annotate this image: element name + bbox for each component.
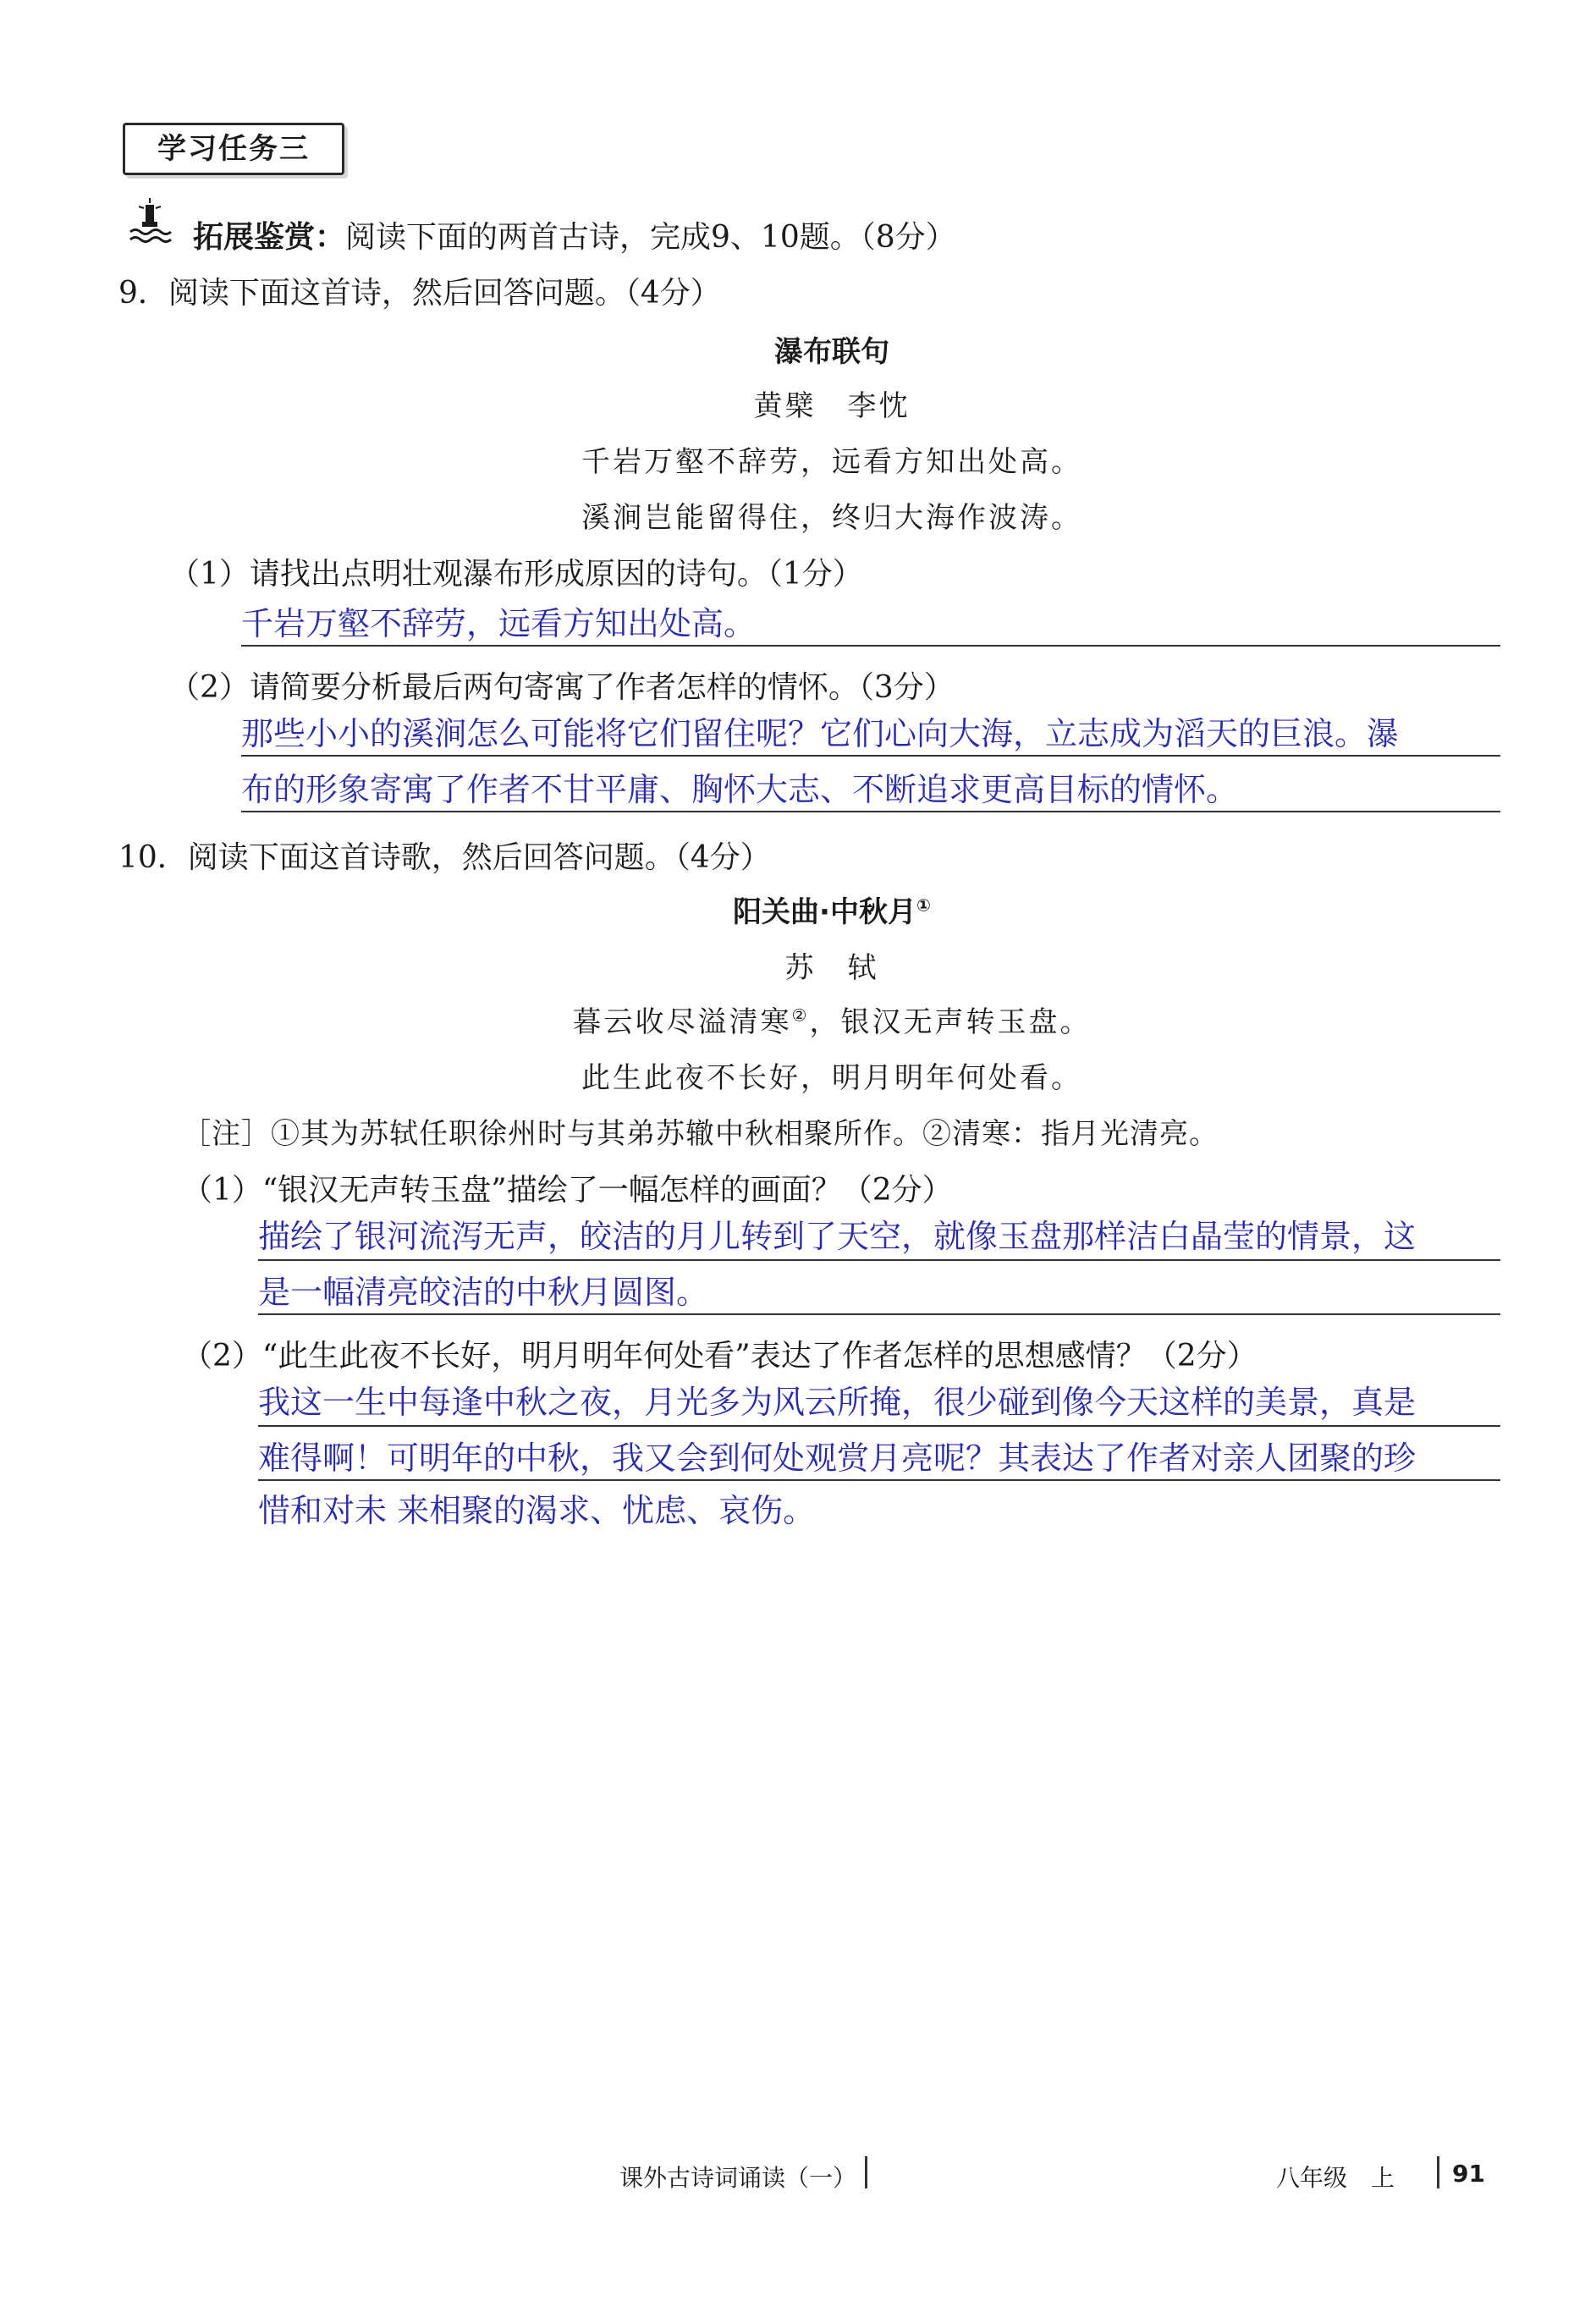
answer-rule bbox=[241, 645, 1500, 647]
q10-poem-line-2: 此生此夜不长好，明月明年何处看。 bbox=[581, 1061, 1082, 1095]
q9-sub2-answer-line-2: 布的形象寄寓了作者不甘平庸、胸怀大志、不断追求更高目标的情怀。 bbox=[241, 771, 1239, 808]
q10-poem-title bbox=[0, 889, 1596, 930]
q9-sub1-question: （1）请找出点明壮观瀑布形成原因的诗句。（1分） bbox=[169, 557, 863, 592]
q10-sub1-answer-line-1: 描绘了银河流泻无声，皎洁的月儿转到了天空，就像玉盘那样洁白晶莹的情景，这 bbox=[258, 1218, 1417, 1255]
q10-poem-line-1-b: ，银汉无声转玉盘。 bbox=[809, 1005, 1092, 1039]
q9-poem-title: 瀑布联句 bbox=[774, 335, 889, 369]
answer-rule bbox=[258, 1313, 1500, 1315]
footnote-mark: ① bbox=[916, 895, 931, 916]
q10-prompt: 10．阅读下面这首诗歌，然后回答问题。（4分） bbox=[118, 840, 771, 875]
q9-poem-line-1: 千岩万壑不辞劳，远看方知出处高。 bbox=[581, 445, 1082, 479]
footer-divider bbox=[1437, 2156, 1439, 2188]
footnote-mark: ② bbox=[791, 1005, 810, 1026]
q10-sub2-answer-line-1: 我这一生中每逢中秋之夜，月光多为风云所掩，很少碰到像今天这样的美景，真是 bbox=[258, 1384, 1417, 1421]
intro-line bbox=[193, 213, 956, 256]
section-tag: 学习任务三 bbox=[123, 123, 344, 175]
page-number: 91 bbox=[1452, 2160, 1485, 2188]
q9-poem-authors: 黄檗 李忱 bbox=[753, 389, 911, 423]
footer-book-title: 课外古诗词诵读（一） bbox=[619, 2164, 857, 2192]
q9-sub2-answer-line-1: 那些小小的溪涧怎么可能将它们留住呢？它们心向大海，立志成为滔天的巨浪。瀑 bbox=[241, 715, 1400, 752]
q10-sub2-answer-line-3: 惜和对未 来相聚的渴求、忧虑、哀伤。 bbox=[258, 1492, 816, 1529]
q9-sub2-question: （2）请简要分析最后两句寄寓了作者怎样的情怀。（3分） bbox=[169, 670, 955, 705]
q10-poem-title-text: 阳关曲·中秋月 bbox=[733, 895, 916, 929]
answer-rule bbox=[258, 1425, 1500, 1427]
q10-poem-author: 苏 轼 bbox=[784, 951, 879, 985]
footer-grade: 八年级 上 bbox=[1276, 2164, 1395, 2192]
intro-label: 拓展鉴赏： bbox=[193, 220, 346, 255]
q9-prompt: 9．阅读下面这首诗，然后回答问题。（4分） bbox=[118, 276, 721, 311]
q9-poem-line-2: 溪涧岂能留得住，终归大海作波涛。 bbox=[581, 501, 1082, 535]
q9-sub1-answer-line-1: 千岩万壑不辞劳，远看方知出处高。 bbox=[241, 605, 757, 642]
q10-sub2-question: （2）“此生此夜不长好，明月明年何处看”表达了作者怎样的思想感情？（2分） bbox=[182, 1339, 1258, 1373]
answer-rule bbox=[258, 1479, 1500, 1481]
footer-divider bbox=[865, 2156, 867, 2188]
lighthouse-icon bbox=[127, 196, 173, 244]
q10-sub1-answer-line-2: 是一幅清亮皎洁的中秋月圆图。 bbox=[258, 1274, 709, 1311]
q10-poem-line-1 bbox=[0, 999, 1596, 1040]
intro-text: 阅读下面的两首古诗，完成9、10题。（8分） bbox=[345, 220, 956, 255]
q10-sub1-question: （1）“银汉无声转玉盘”描绘了一幅怎样的画面？（2分） bbox=[182, 1173, 953, 1208]
q10-sub2-answer-line-2: 难得啊！可明年的中秋，我又会到何处观赏月亮呢？其表达了作者对亲人团聚的珍 bbox=[258, 1440, 1417, 1477]
answer-rule bbox=[241, 755, 1500, 757]
q10-poem-line-1-a: 暮云收尽溢清寒 bbox=[572, 1005, 792, 1039]
q10-note: ［注］①其为苏轼任职徐州时与其弟苏辙中秋相聚所作。②清寒：指月光清亮。 bbox=[182, 1117, 1219, 1151]
answer-rule bbox=[258, 1259, 1500, 1261]
answer-rule bbox=[241, 811, 1500, 812]
